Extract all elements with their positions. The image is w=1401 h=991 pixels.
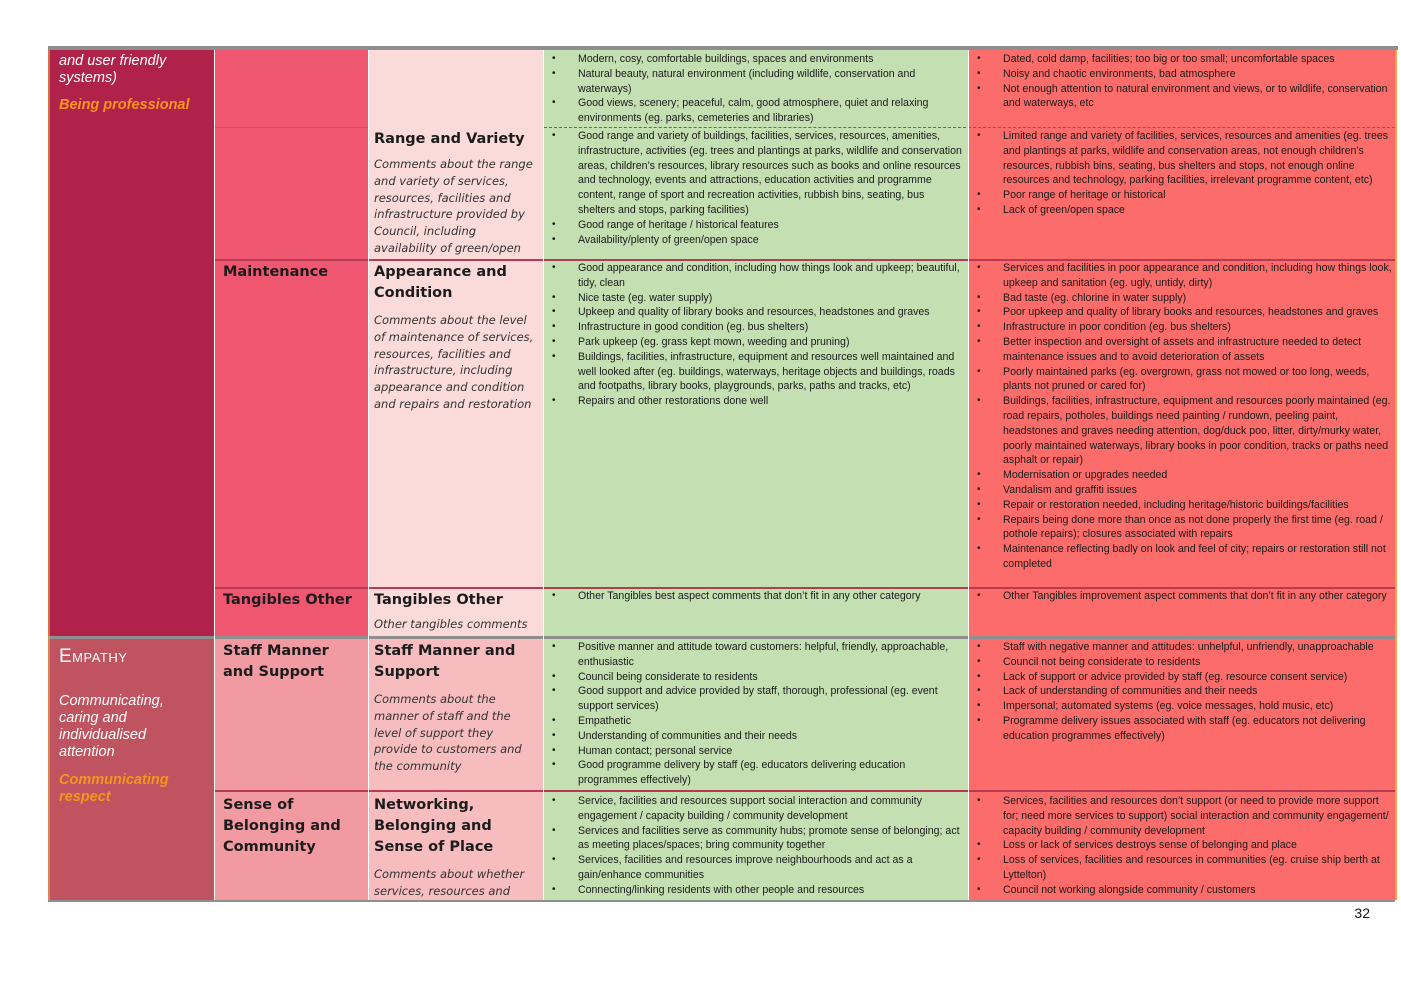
subcategory-tangibles-other [374,590,540,636]
list-item: • Good programme delivery by staff (eg. educators delivering education programmes effectively) [544,758,964,788]
list-item: • Council being considerate to residents [544,670,964,685]
dimension-description: Communicating, caring and individualised attention [59,693,164,760]
negatives-cell-environment [969,52,1393,128]
positives-cell-belonging [544,794,964,900]
list-item: • Not enough attention to natural environment and views, or to wildlife, conservation and waterways, etc [969,82,1393,112]
list-item: • Understanding of communities and their needs [544,729,964,744]
list-item: • Poor range of heritage or historical [969,188,1393,203]
dimension-divider [48,636,1395,639]
list-item: • Good views, scenery; peaceful, calm, good atmosphere, quiet and relaxing environments (eg. parks, cemeteries and libraries) [544,96,964,126]
list-item: • Bad taste (eg. chlorine in water supply) [969,291,1393,306]
positives-cell-maintenance [544,261,964,586]
subcategory-title: Tangibles Other [374,592,503,608]
negatives-cell-staff [969,640,1393,790]
list-item: • Infrastructure in good condition (eg. bus shelters) [544,320,964,335]
dimension-continued-text: and user friendly systems) [59,53,167,86]
subcategory-title: Range and Variety [374,131,525,147]
row-divider-dashed [544,127,1395,128]
dimension-cell-empathy [48,639,214,900]
list-item: • Services, facilities and resources improve neighbourhoods and act as a gain/enhance communities [544,853,964,883]
list-item: • Council not working alongside community / customers [969,883,1393,898]
list-item: • Good range of heritage / historical features [544,218,964,233]
subcategory-appearance-and-condition [374,262,540,586]
list-item: • Modern, cosy, comfortable buildings, spaces and environments [544,52,964,67]
column-divider [368,50,369,900]
list-item: • Loss of services, facilities and resources in communities (eg. cruise ship berth at Lyttelton) [969,853,1393,883]
list-item: • Maintenance reflecting badly on look and feel of city; repairs or restoration still not completed [969,542,1393,572]
subcategory-description: Comments about whether services, resources and [374,867,525,898]
row-divider [215,790,1395,792]
subcategory-title: Networking, Belonging and Sense of Place [374,797,494,855]
list-item: • Repairs and other restorations done well [544,394,964,409]
page-number: 32 [1354,905,1370,921]
negatives-cell-range [969,129,1393,258]
subcategory-networking-belonging [374,795,540,900]
list-item: • Nice taste (eg. water supply) [544,291,964,306]
list-item: • Modernisation or upgrades needed [969,468,1393,483]
list-item: • Buildings, facilities, infrastructure, equipment and resources poorly maintained (eg. road repairs, potholes, buildings need painting / rundown, peeling paint, headstones and graves needing attention, dog/duck poo, litter, dirty/murky water, poorly maintained waterways, library books in poor condition, tracks or paths need asphalt or repair) [969,394,1393,468]
list-item: • Repair or restoration needed, including heritage/historic buildings/facilities [969,498,1393,513]
positives-cell-tangibles-other [544,589,964,635]
list-item: • Services, facilities and resources don’t support (or need to provide more support for; need more services to support) social interaction and community engagement/ capacity building / community development [969,794,1393,838]
list-item: • Other Tangibles best aspect comments that don’t fit in any other category [544,589,964,604]
list-item: • Connecting/linking residents with other people and resources [544,883,964,898]
negatives-cell-maintenance [969,261,1393,586]
list-item: • Good support and advice provided by staff, thorough, professional (eg. event support services) [544,684,964,714]
subcategory-description: Comments about the manner of staff and the level of support they provide to customers and the community [374,692,522,774]
column-divider [968,50,969,900]
list-item: • Staff with negative manner and attitudes: unhelpful, unfriendly, unapproachable [969,640,1393,655]
list-item: • Vandalism and graffiti issues [969,483,1393,498]
column-divider [214,50,215,900]
dimension-subheading: Communicating respect [59,772,169,805]
list-item: • Better inspection and oversight of assets and infrastructure needed to detect maintenance issues and to avoid deterioration of assets [969,335,1393,365]
list-item: • Services and facilities in poor appearance and condition, including how things look, upkeep and sanitation (eg. ugly, untidy, dirty) [969,261,1393,291]
negatives-cell-belonging [969,794,1393,900]
subcategory-range-and-variety [374,129,540,258]
list-item: • Services and facilities serve as community hubs; promote sense of belonging; act as meeting places/spaces; bring community together [544,824,964,854]
list-item: • Poor upkeep and quality of library books and resources, headstones and graves [969,305,1393,320]
list-item: • Empathetic [544,714,964,729]
category-staff-manner: Staff Manner and Support [223,643,329,680]
list-item: • Lack of understanding of communities and their needs [969,684,1393,699]
list-item: • Good range and variety of buildings, facilities, services, resources, amenities, infrastructure, activities (eg. trees and plantings at parks, wildlife and conservation areas, children’s resources, library resources such as books and online resources and technology, events and attractions, education activities and programme content, range of sport and recreation activities, rubbish bins, seating, bus shelters and stops, parking facilities) [544,129,964,218]
list-item: • Positive manner and attitude toward customers: helpful, friendly, approachable, enthusiastic [544,640,964,670]
positives-cell-range [544,129,964,258]
subcategory-staff-manner [374,641,540,790]
dimension-cell-reliability [48,50,214,636]
negatives-cell-tangibles-other [969,589,1393,635]
dimension-title: Empathy [59,646,128,667]
category-column-tangibles [215,50,368,636]
list-item: • Infrastructure in poor condition (eg. bus shelters) [969,320,1393,335]
list-item: • Loss or lack of services destroys sense of belonging and place [969,838,1393,853]
subcategory-description: Other tangibles comments [374,617,528,631]
list-item: • Limited range and variety of facilities, services, resources and amenities (eg. trees and plantings at parks, wildlife and conservation areas, not enough children’s resources, rubbish bins, seating, bus shelters and stops, not enough online resources and technology, parking facilities, irrelevant programme content, etc) [969,129,1393,188]
list-item: • Other Tangibles improvement aspect comments that don’t fit in any other category [969,589,1393,604]
list-item: • Upkeep and quality of library books and resources, headstones and graves [544,305,964,320]
dimension-subheading: Being professional [59,97,190,113]
list-item: • Service, facilities and resources support social interaction and community engagement / capacity building / community development [544,794,964,824]
subcategory-title: Staff Manner and Support [374,643,516,680]
left-edge-border [48,50,50,900]
right-edge-border [1395,50,1397,900]
list-item: • Poorly maintained parks (eg. overgrown, grass not mowed or too long, weeds, plants not pruned or cared for) [969,365,1393,395]
column-divider [543,50,544,900]
subcategory-description: Comments about the range and variety of services, resources, facilities and infrastructure provided by Council, including availability of green/open [374,157,533,255]
table-bottom-border [48,900,1395,902]
list-item: • Noisy and chaotic environments, bad atmosphere [969,67,1393,82]
list-item: • Lack of green/open space [969,203,1393,218]
row-divider [215,587,1395,589]
list-item: • Programme delivery issues associated with staff (eg. educators not delivering education programmes effectively) [969,714,1393,744]
positives-cell-staff [544,640,964,790]
list-item: • Repairs being done more than once as not done properly the first time (eg. road / pothole repairs); closures associated with repairs [969,513,1393,543]
category-tangibles-other: Tangibles Other [223,592,352,608]
positives-cell-environment [544,52,964,128]
list-item: • Natural beauty, natural environment (including wildlife, conservation and waterways) [544,67,964,97]
list-item: • Park upkeep (eg. grass kept mown, weeding and pruning) [544,335,964,350]
list-item: • Council not being considerate to residents [969,655,1393,670]
list-item: • Dated, cold damp, facilities; too big or too small; uncomfortable spaces [969,52,1393,67]
row-divider [215,127,369,128]
list-item: • Impersonal; automated systems (eg. voice messages, hold music, etc) [969,699,1393,714]
list-item: • Human contact; personal service [544,744,964,759]
list-item: • Good appearance and condition, including how things look and upkeep; beautiful, tidy, clean [544,261,964,291]
list-item: • Availability/plenty of green/open space [544,233,964,248]
list-item: • Buildings, facilities, infrastructure, equipment and resources well maintained and well looked after (eg. buildings, waterways, heritage objects and buildings, roads and footpaths, library books, playgrounds, parks, paths and tracks, etc) [544,350,964,394]
row-divider [215,259,1395,261]
category-sense-of-belonging: Sense of Belonging and Community [223,797,341,855]
list-item: • Lack of support or advice provided by staff (eg. resource consent service) [969,670,1393,685]
subcategory-description: Comments about the level of maintenance of services, resources, facilities and infrastructure, including appearance and condition and repairs and restoration [374,313,534,411]
subcategory-title: Appearance and Condition [374,264,507,301]
category-maintenance: Maintenance [223,264,329,280]
